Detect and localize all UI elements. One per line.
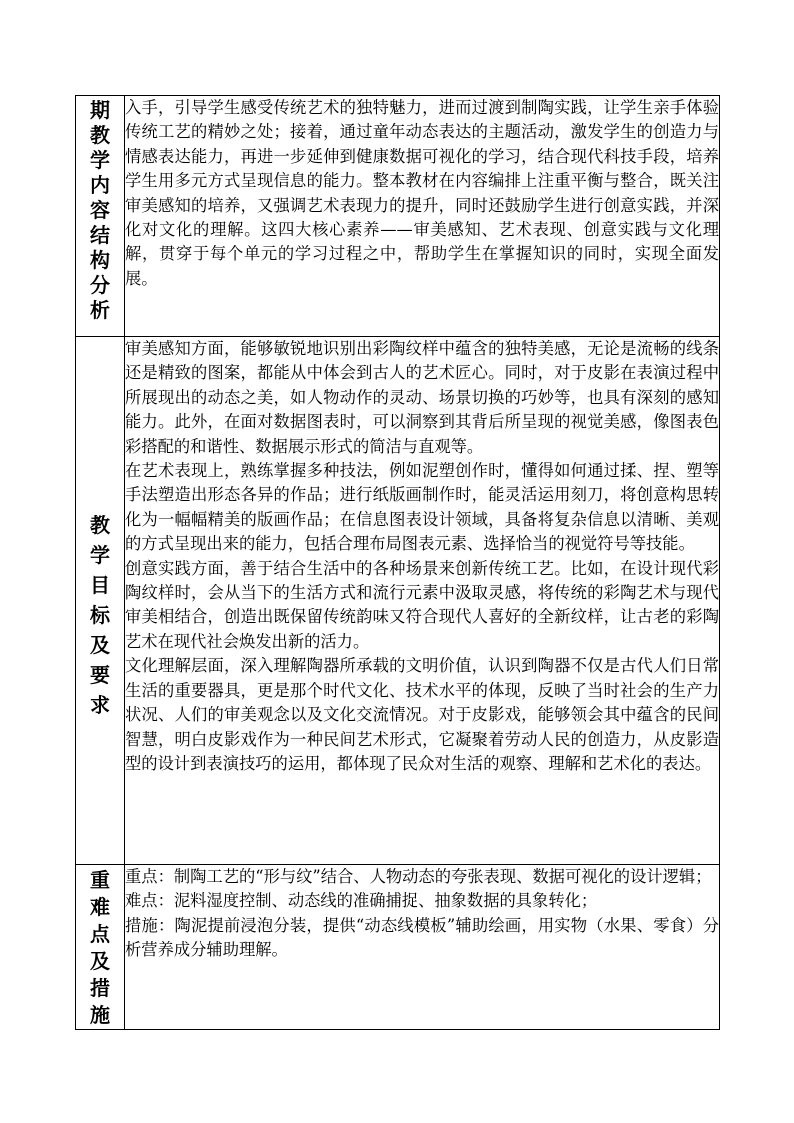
structure-label-cell [76, 96, 125, 337]
goals-row [76, 337, 720, 865]
goals-culture-paragraph: 文化理解层面，深入理解陶器所承载的文明价值，认识到陶器不仅是古代人们日常生活的重要器具，更是那个时代文化、技术水平的体现，反映了当时社会的生产力状况、人们的审美观念以及文化交流情况。对于皮影戏，能够领会其中蕴含的民间智慧，明白皮影戏作为一种民间艺术形式，它凝聚着劳动人民的创造力，从皮影造型的设计到表演技巧的运用，都体现了民众对生活的观察、理解和艺术化的表达。 [125, 656, 719, 773]
lesson-plan-table [75, 95, 720, 1030]
goals-aesthetic-paragraph: 审美感知方面，能够敏锐地识别出彩陶纹样中蕴含的独特美感，无论是流畅的线条还是精致的图案，都能从中体会到古人的艺术匠心。同时，对于皮影在表演过程中所展现出的动态之美，如人物动作的灵动、场景切换的巧妙等，也具有深刻的感知能力。此外，在面对数据图表时，可以洞察到其背后所呈现的视觉美感，像图表色彩搭配的和谐性、数据展示形式的简洁与直观等。 [125, 339, 719, 456]
structure-label: 期 教 学 内 容 结 构 分 析 [90, 98, 110, 322]
focus-measures: 措施：陶泥提前浸泡分装，提供“动态线模板”辅助绘画，用实物（水果、零食）分析营养成分辅助理解。 [125, 915, 719, 960]
focus-difficulties: 难点：泥料湿度控制、动态线的准确捕捉、抽象数据的具象转化； [125, 891, 598, 911]
focus-key-points: 重点：制陶工艺的“形与纹”结合、人物动态的夸张表现、数据可视化的设计逻辑； [125, 867, 712, 886]
structure-content-cell [125, 96, 720, 337]
structure-text: 入手，引导学生感受传统艺术的独特魅力，进而过渡到制陶实践，让学生亲手体验传统工艺的精妙之处；接着，通过童年动态表达的主题活动，激发学生的创造力与情感表达能力，再进一步延伸到健康数据可视化的学习，结合现代科技手段，培养学生用多元方式呈现信息的能力。整本教材在内容编排上注重平衡与整合，既关注审美感知的培养，又强调艺术表现力的提升，同时还鼓励学生进行创意实践，并深化对文化的理解。这四大核心素养——审美感知、艺术表现、创意实践与文化理解，贯穿于每个单元的学习过程之中，帮助学生在掌握知识的同时，实现全面发展。 [125, 98, 719, 288]
structure-row [76, 96, 720, 337]
goals-label: 教 学 目 标 及 要 求 [90, 513, 110, 717]
goals-expression-paragraph: 在艺术表现上，熟练掌握多种技法，例如泥塑创作时，懂得如何通过揉、捏、塑等手法塑造出形态各异的作品；进行纸版画制作时，能灵活运用刻刀，将创意构思转化为一幅幅精美的版画作品；在信息图表设计领域，具备将复杂信息以清晰、美观的方式呈现出来的能力，包括合理布局图表元素、选择恰当的视觉符号等技能。 [125, 461, 719, 554]
goals-creative-paragraph: 创意实践方面，善于结合生活中的各种场景来创新传统工艺。比如，在设计现代彩陶纹样时，会从当下的生活方式和流行元素中汲取灵感，将传统的彩陶艺术与现代审美相结合，创造出既保留传统韵味又符合现代人喜好的全新纹样，让古老的彩陶艺术在现代社会焕发出新的活力。 [125, 558, 719, 651]
goals-label-cell [76, 337, 125, 865]
focus-row [76, 865, 720, 1030]
focus-label-cell [76, 865, 125, 1030]
goals-content-cell [125, 337, 720, 865]
focus-content-cell [125, 865, 720, 1030]
focus-label: 重 难 点 及 措 施 [90, 868, 110, 1027]
